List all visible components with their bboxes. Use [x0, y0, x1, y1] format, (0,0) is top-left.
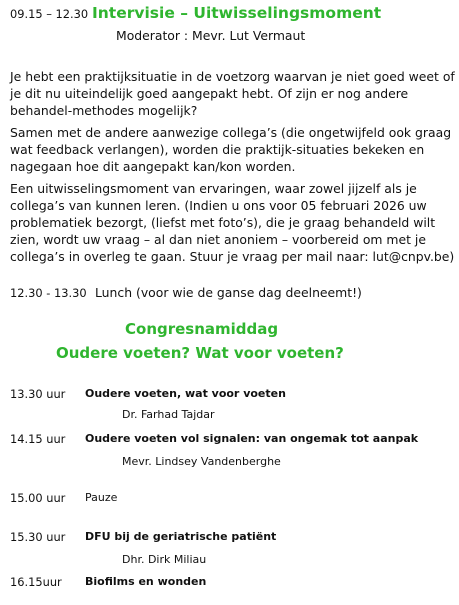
schedule-time: 13.30 uur — [10, 387, 66, 401]
afternoon-subheading: Oudere voeten? Wat voor voeten? — [56, 344, 344, 362]
session-title: Intervisie – Uitwisselingsmoment — [92, 4, 382, 22]
schedule-title: DFU bij de geriatrische patiënt — [85, 530, 277, 543]
schedule-time: 16.15uur — [10, 575, 62, 589]
schedule-time: 15.30 uur — [10, 530, 66, 544]
description-paragraph: Samen met de andere aanwezige collega’s (die ongetwijfeld ook graag wat feedback verlangen), worden die praktijk-situaties bekeken en nagegaan hoe dit aangepakt kan/kon worden. — [10, 125, 452, 174]
lunch-text: Lunch (voor wie de ganse dag deelneemt!) — [95, 285, 362, 300]
moderator-line: Moderator : Mevr. Lut Vermaut — [116, 28, 306, 43]
schedule-title: Oudere voeten vol signalen: van ongemak tot aanpak — [85, 432, 419, 445]
schedule-speaker: Mevr. Lindsey Vandenberghe — [122, 455, 281, 468]
description-paragraph: Je hebt een praktijksituatie in de voetzorg waarvan je niet goed weet of je dit nu uiteindelijk goed aangepakt hebt. Of zijn er nog andere behandel-methodes mogelijk? — [10, 69, 455, 118]
description-paragraph: Een uitwisselingsmoment van ervaringen, waar zowel jijzelf als je collega’s van kunnen leren. (Indien u ons voor 05 februari 2026 uw problematiek bezorgt, (liefst met foto’s), die je graag behandeld wilt zien, wordt uw vraag – al dan niet anoniem – voorbereid om met je collega’s in overleg te gaan. Stuur je vraag per mail naar: lut@cnpv.be) — [10, 181, 455, 264]
schedule-title: Oudere voeten, wat voor voeten — [85, 387, 286, 400]
schedule-time: 15.00 uur — [10, 491, 66, 505]
afternoon-heading: Congresnamiddag — [125, 320, 279, 338]
lunch-time: 12.30 - 13.30 — [10, 286, 87, 300]
schedule-title: Pauze — [85, 491, 118, 504]
schedule-speaker: Dr. Farhad Tajdar — [122, 408, 215, 421]
schedule-speaker: Dhr. Dirk Miliau — [122, 553, 207, 566]
schedule-title: Biofilms en wonden — [85, 575, 207, 588]
schedule-time: 14.15 uur — [10, 432, 66, 446]
session-time: 09.15 – 12.30 — [10, 7, 89, 21]
